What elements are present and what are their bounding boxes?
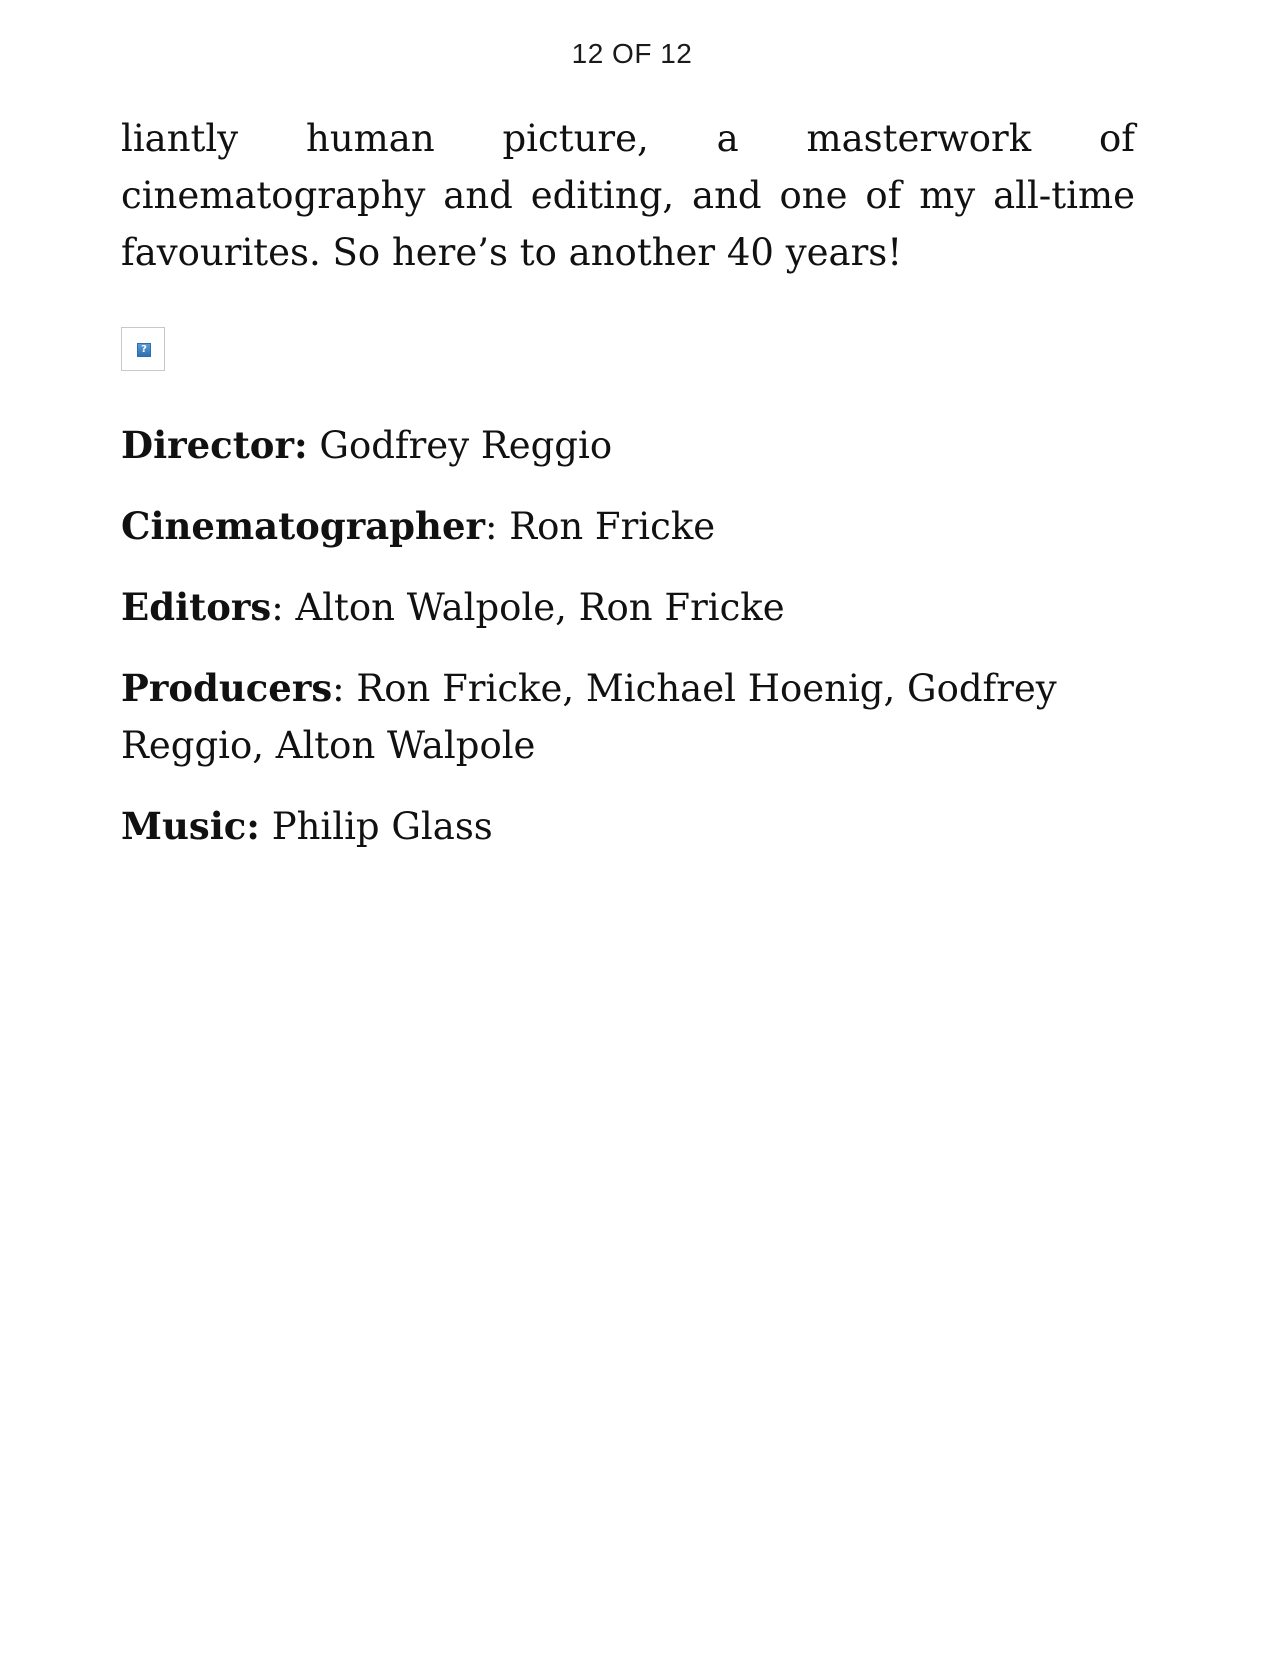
broken-image-icon: ? bbox=[137, 343, 151, 357]
credit-value: : Alton Walpole, Ron Fricke bbox=[271, 586, 785, 629]
credit-label: Cinematographer bbox=[121, 504, 485, 548]
credit-producers bbox=[121, 660, 1135, 774]
credit-editors bbox=[121, 579, 1135, 636]
credit-value: : Ron Fricke, Michael Hoenig, Godfrey Reggio, Alton Walpole bbox=[121, 667, 1057, 767]
credit-value: Godfrey Reggio bbox=[307, 424, 613, 467]
credit-director bbox=[121, 417, 1135, 474]
credit-label: Editors bbox=[121, 585, 272, 629]
credit-value: : Ron Fricke bbox=[484, 505, 716, 548]
credit-value: Philip Glass bbox=[259, 805, 493, 848]
credit-label: Producers bbox=[121, 666, 333, 710]
credits-list bbox=[121, 417, 1135, 855]
credit-label: Music: bbox=[121, 804, 260, 848]
credit-music bbox=[121, 798, 1135, 855]
credit-label: Director: bbox=[121, 423, 308, 467]
body-paragraph: liantly human picture, a masterwork of cinematography and editing, and one of my all-time favourites. So here’s to another 40 years! bbox=[121, 117, 1135, 274]
page-indicator: 12 OF 12 bbox=[571, 38, 693, 69]
credit-cinematographer bbox=[121, 498, 1135, 555]
broken-image-placeholder[interactable] bbox=[121, 327, 165, 371]
reader-content bbox=[121, 110, 1135, 879]
